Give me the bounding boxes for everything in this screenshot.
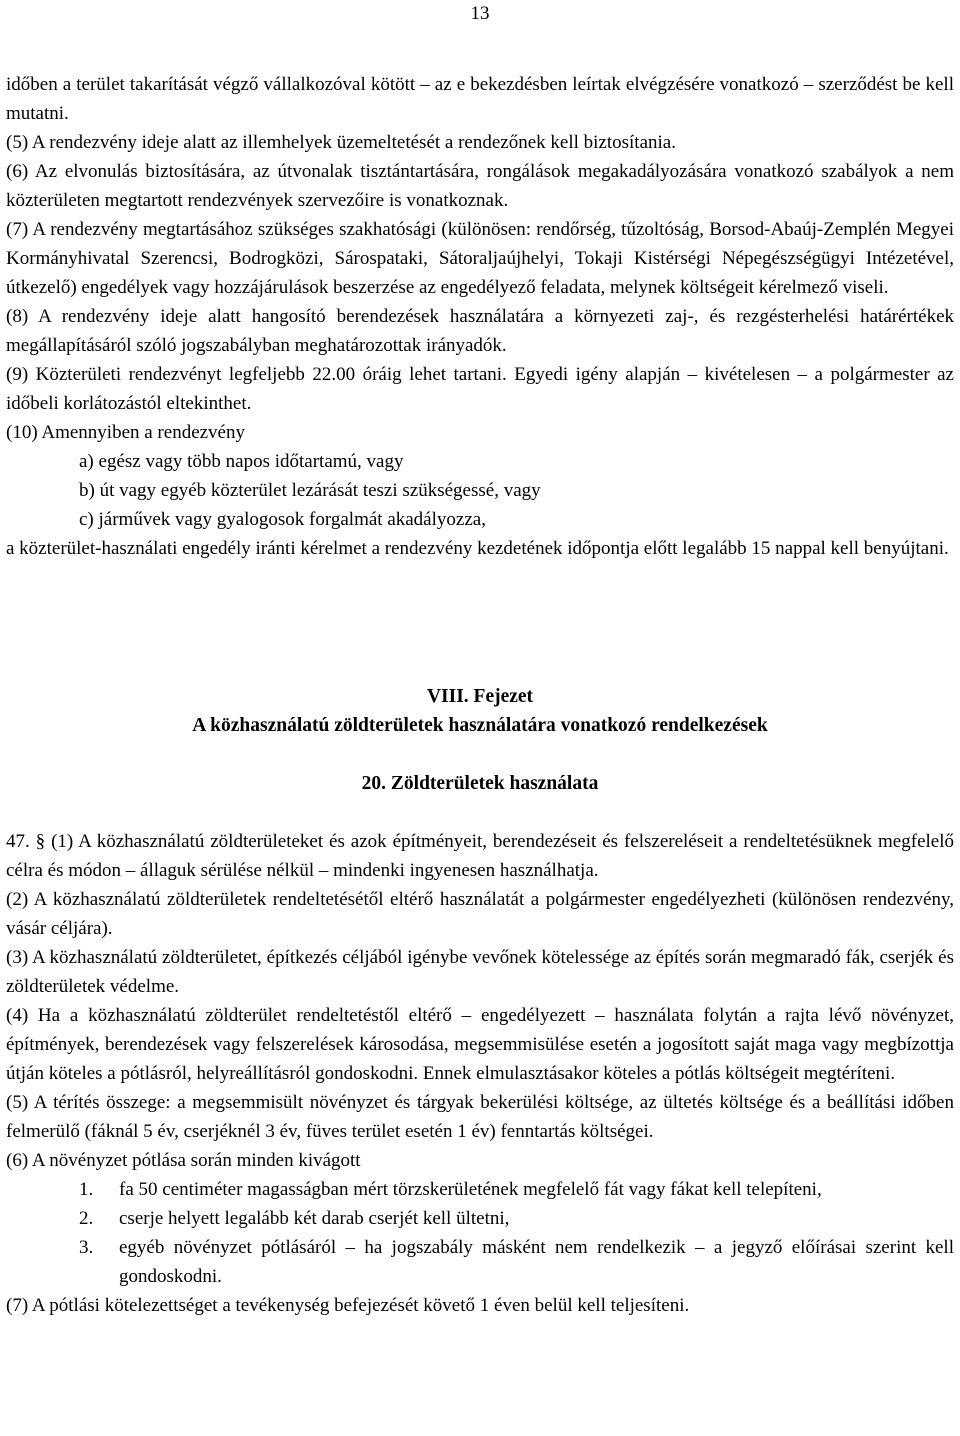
paragraph-10-item-b: b) út vagy egyéb közterület lezárását teszi szükségessé, vagy (79, 480, 541, 501)
list-item-text: fa 50 centiméter magasságban mért törzskerületének megfelelő fát vagy fákat kell telepíteni, (119, 1179, 822, 1200)
list-item-text: cserje helyett legalább két darab cserjét kell ültetni, (119, 1208, 510, 1229)
lower-text-block (6, 827, 954, 1320)
list-item-number: 2. (79, 1208, 94, 1229)
paragraph-6-list (6, 1175, 954, 1291)
chapter-number: VIII. Fejezet (426, 686, 534, 707)
paragraph-6: (6) Az elvonulás biztosítására, az útvonalak tisztántartására, rongálások megakadályozására vonatkozó szabályok a nem közterületen megtartott rendezvények szervezőire is vonatkoznak. (6, 161, 954, 211)
list-item-number: 1. (79, 1179, 94, 1200)
section-47-paragraph-5: (5) A térítés összege: a megsemmisült növényzet és tárgyak bekerülési költsége, az ültetés költsége és a beállítási időben felmerülő (fáknál 5 év, cserjéknél 3 év, füves terület esetén 1 év) fenntartás költségei. (6, 1092, 954, 1142)
list-item-number: 3. (79, 1237, 94, 1258)
paragraph-10-item-c: c) járművek vagy gyalogosok forgalmát akadályozza, (79, 509, 486, 530)
section-heading: 20. Zöldterületek használata (361, 773, 599, 794)
paragraph-9: (9) Közterületi rendezvényt legfeljebb 22.00 óráig lehet tartani. Egyedi igény alapján – kivételesen – a polgármester az időbeli korlátozástól eltekinthet. (6, 364, 954, 414)
list-item (79, 1204, 954, 1233)
paragraph-8: (8) A rendezvény ideje alatt hangosító berendezések használatára a környezeti zaj-, és rezgésterhelési határértékek megállapításáról szóló jogszabályban meghatározottak irányadók. (6, 306, 954, 356)
paragraph-7: (7) A rendezvény megtartásához szükséges szakhatósági (különösen: rendőrség, tűzoltóság, Borsod-Abaúj-Zemplén Megyei Kormányhivatal Szerencsi, Bodrogközi, Sárospataki, Sátoraljaújhelyi, Tokaji Kistérségi Népegészségügyi Intézetével, útkezelő) engedélyek vagy hozzájárulások beszerzése az engedélyező feladata, melynek költségeit kérelmező viseli. (6, 219, 954, 298)
upper-text-block (6, 70, 954, 563)
list-item (79, 1175, 954, 1204)
paragraph-10-tail: a közterület-használati engedély iránti kérelmet a rendezvény kezdetének időpontja előtt legalább 15 nappal kell benyújtani. (6, 538, 949, 559)
list-item (79, 1233, 954, 1291)
paragraph-10-item-a: a) egész vagy több napos időtartamú, vagy (79, 451, 404, 472)
paragraph-continuation: időben a terület takarítását végző vállalkozóval kötött – az e bekezdésben leírtak elvégzésére vonatkozó – szerződést be kell mutatni. (6, 74, 954, 124)
section-47-paragraph-1: 47. § (1) A közhasználatú zöldterületeket és azok építményeit, berendezéseit és felszereléseit a rendeltetésüknek megfelelő célra és módon – állaguk sérülése nélkül – mindenki ingyenesen használhatja. (6, 831, 954, 881)
section-47-paragraph-4: (4) Ha a közhasználatú zöldterület rendeltetéstől eltérő – engedélyezett – használata folytán a rajta lévő növényzet, építmények, berendezések vagy felszerelések károsodása, megsemmisülése esetén a jogosított saját maga vagy megbízottja útján köteles a pótlásról, helyreállításról gondoskodni. Ennek elmulasztásakor köteles a pótlás költségeit megtéríteni. (6, 1005, 954, 1084)
section-47-paragraph-6-intro: (6) A növényzet pótlása során minden kivágott (6, 1150, 361, 1171)
section-47-paragraph-2: (2) A közhasználatú zöldterületek rendeltetésétől eltérő használatát a polgármester engedélyezheti (különösen rendezvény, vásár céljára). (6, 889, 954, 939)
chapter-title: A közhasználatú zöldterületek használatára vonatkozó rendelkezések (192, 715, 768, 736)
list-item-text: egyéb növényzet pótlásáról – ha jogszabály másként nem rendelkezik – a jegyző előírásai szerint kell gondoskodni. (119, 1237, 954, 1287)
section-47-paragraph-3: (3) A közhasználatú zöldterületet, építkezés céljából igénybe vevőnek kötelessége az építés során megmaradó fák, cserjék és zöldterületek védelme. (6, 947, 954, 997)
section-47-paragraph-7: (7) A pótlási kötelezettséget a tevékenység befejezését követő 1 éven belül kell teljesíteni. (6, 1295, 690, 1316)
page-number: 13 (470, 3, 490, 24)
paragraph-5: (5) A rendezvény ideje alatt az illemhelyek üzemeltetését a rendezőnek kell biztosítania. (6, 132, 676, 153)
paragraph-10-intro: (10) Amennyiben a rendezvény (6, 422, 245, 443)
